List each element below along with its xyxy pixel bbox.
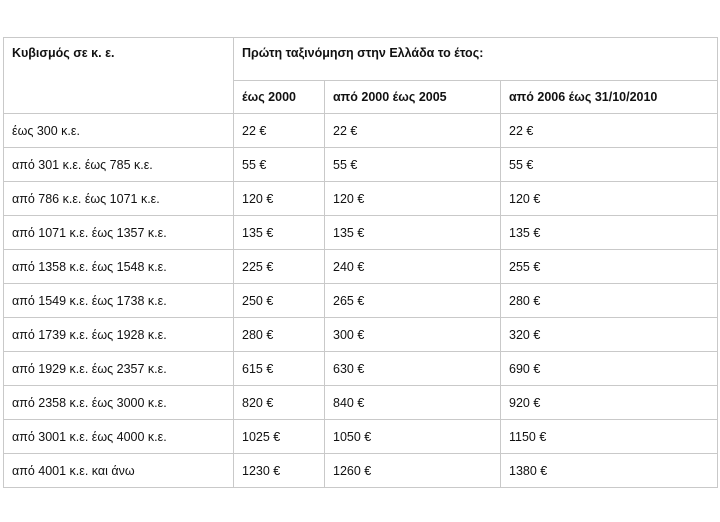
table-cell: 135 €	[325, 216, 501, 250]
table-row	[4, 114, 718, 148]
column-header-2006-2010: από 2006 έως 31/10/2010	[501, 81, 718, 114]
table-row	[4, 352, 718, 386]
table-cell: 240 €	[325, 250, 501, 284]
row-label: από 1358 κ.ε. έως 1548 κ.ε.	[4, 250, 234, 284]
table-cell: 920 €	[501, 386, 718, 420]
row-label: από 4001 κ.ε. και άνω	[4, 454, 234, 488]
table-cell: 690 €	[501, 352, 718, 386]
table-cell: 55 €	[325, 148, 501, 182]
tax-table	[3, 37, 718, 488]
column-header-2000-2005: από 2000 έως 2005	[325, 81, 501, 114]
table-cell: 615 €	[234, 352, 325, 386]
column-header-until-2000: έως 2000	[234, 81, 325, 114]
table-cell: 135 €	[501, 216, 718, 250]
row-label: από 1071 κ.ε. έως 1357 κ.ε.	[4, 216, 234, 250]
table-cell: 1150 €	[501, 420, 718, 454]
table-cell: 55 €	[501, 148, 718, 182]
table-cell: 320 €	[501, 318, 718, 352]
table-cell: 1050 €	[325, 420, 501, 454]
row-label: από 1739 κ.ε. έως 1928 κ.ε.	[4, 318, 234, 352]
table-cell: 1380 €	[501, 454, 718, 488]
table-cell: 120 €	[501, 182, 718, 216]
table-cell: 135 €	[234, 216, 325, 250]
table-cell: 280 €	[234, 318, 325, 352]
table-row	[4, 284, 718, 318]
table-body	[4, 114, 718, 488]
group-header: Πρώτη ταξινόμηση στην Ελλάδα το έτος:	[234, 38, 718, 81]
table-row	[4, 250, 718, 284]
table-cell: 55 €	[234, 148, 325, 182]
table-cell: 265 €	[325, 284, 501, 318]
table-cell: 1025 €	[234, 420, 325, 454]
row-label: από 2358 κ.ε. έως 3000 κ.ε.	[4, 386, 234, 420]
table-cell: 300 €	[325, 318, 501, 352]
table-cell: 22 €	[501, 114, 718, 148]
table-cell: 1230 €	[234, 454, 325, 488]
table-cell: 280 €	[501, 284, 718, 318]
table-cell: 630 €	[325, 352, 501, 386]
table-row	[4, 318, 718, 352]
table-row	[4, 454, 718, 488]
table-cell: 120 €	[234, 182, 325, 216]
table-cell: 22 €	[325, 114, 501, 148]
table-cell: 820 €	[234, 386, 325, 420]
table-cell: 1260 €	[325, 454, 501, 488]
row-label: από 786 κ.ε. έως 1071 κ.ε.	[4, 182, 234, 216]
table-cell: 120 €	[325, 182, 501, 216]
row-label: έως 300 κ.ε.	[4, 114, 234, 148]
row-label: από 1929 κ.ε. έως 2357 κ.ε.	[4, 352, 234, 386]
table-cell: 225 €	[234, 250, 325, 284]
corner-header: Κυβισμός σε κ. ε.	[4, 38, 234, 114]
table-cell: 840 €	[325, 386, 501, 420]
row-label: από 3001 κ.ε. έως 4000 κ.ε.	[4, 420, 234, 454]
table-cell: 22 €	[234, 114, 325, 148]
table-cell: 250 €	[234, 284, 325, 318]
header-row-group	[4, 38, 718, 81]
table-row	[4, 386, 718, 420]
table-row	[4, 216, 718, 250]
table-row	[4, 420, 718, 454]
table-row	[4, 182, 718, 216]
table-row	[4, 148, 718, 182]
row-label: από 301 κ.ε. έως 785 κ.ε.	[4, 148, 234, 182]
row-label: από 1549 κ.ε. έως 1738 κ.ε.	[4, 284, 234, 318]
table-cell: 255 €	[501, 250, 718, 284]
